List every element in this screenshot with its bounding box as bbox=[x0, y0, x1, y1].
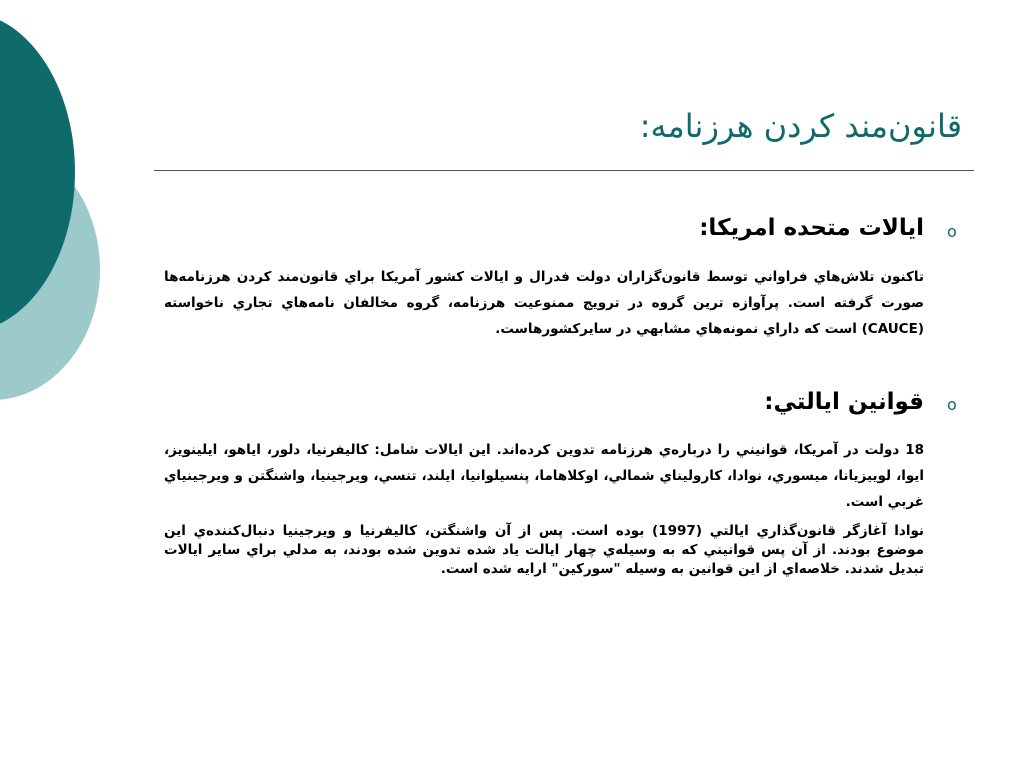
bullet-marker-2: o bbox=[947, 395, 957, 414]
slide-title: قانون‌مند کردن هرزنامه: bbox=[639, 107, 962, 145]
title-divider bbox=[154, 170, 974, 171]
bullet-heading-us: ايالات متحده امريکا: bbox=[699, 215, 924, 241]
paragraph-state-history: نوادا آغازگر قانون‌گذاري ايالتي (1997) بوده است. پس از آن واشنگتن، کاليفرنيا و ويرجينيا دنبال‌کننده‌ي اين موضوع بودند. از آن پس قوانيني که به وسيله‌ي چهار ايالت ياد شده تدوين شده بودند، به مدلي براي ساير ايالات تبديل شدند. خلاصه‌اي از اين قوانين به وسيله "سورکين" ارايه شده است. bbox=[164, 523, 924, 577]
paragraph-state-list: 18 دولت در آمريکا، قوانيني را درباره‌ي هرزنامه تدوين کرده‌اند. اين ايالات شامل: کاليفرنيا، دلور، اياهو، ايلينويز، ايوا، لوييزيانا، ميسوري، نوادا، کاروليناي شمالي، اوکلاهاما، پنسيلوانيا، ايلند، تنسي، ويرجينيا، واشنگتن و ويرجينياي غربي است. bbox=[164, 442, 924, 510]
bullet-heading-state-laws: قوانين ايالتي: bbox=[764, 389, 924, 415]
bullet-marker-1: o bbox=[947, 222, 957, 241]
paragraph-us: تاکنون تلاش‌هاي فراواني توسط قانون‌گزاران دولت فدرال و ايالات کشور آمريکا براي قانون‌مند کردن هرزنامه‌ها صورت گرفته است. پرآوازه ترين گروه در ترويج ممنوعيت هرزنامه، گروه مخالفان نامه‌هاي تجاري ناخواسته (CAUCE) است که داراي نمونه‌هاي مشابهي در سايرکشورهاست. bbox=[164, 269, 924, 337]
